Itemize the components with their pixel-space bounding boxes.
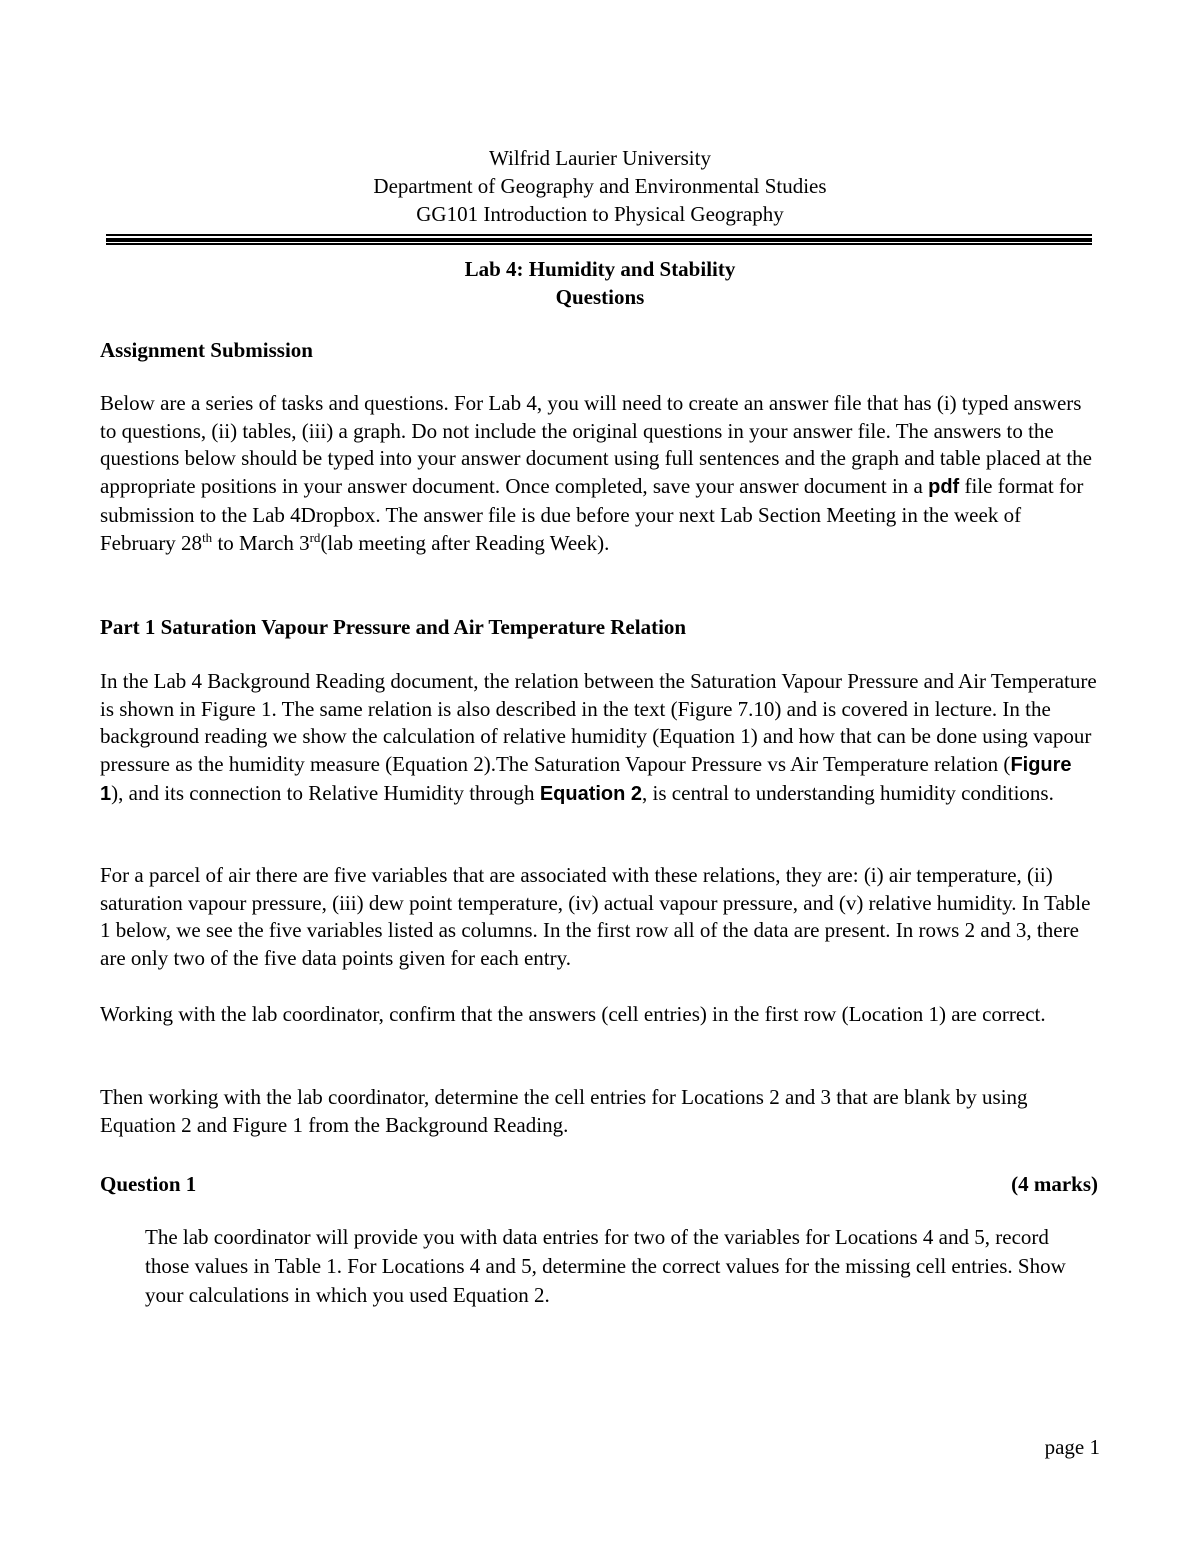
equation-2-emphasis: Equation 2 bbox=[539, 782, 643, 805]
superscript-rd: rd bbox=[309, 529, 321, 545]
department-name: Department of Geography and Environmental Studies bbox=[373, 174, 827, 198]
submission-text-2: file format for submission to the Lab 4Dropbox. The answer file is due before your next Lab Section Meeting in the week of February 28 bbox=[100, 474, 1084, 555]
part1-text-b: ), and its connection to Relative Humidity through bbox=[111, 780, 540, 805]
part1-paragraph-3: Working with the lab coordinator, confirm that the answers (cell entries) in the first row (Location 1) are correct. bbox=[100, 1002, 1046, 1026]
submission-paragraph bbox=[100, 390, 1100, 557]
submission-text-1: Below are a series of tasks and questions. For Lab 4, you will need to create an answer file that has (i) typed answers to questions, (ii) tables, (iii) a graph. Do not include the original questions in your answer file. The answers to the questions below should be typed into your answer document using full sentences and the graph and table placed at the appropriate positions in your answer document. Once completed, save your answer document in a bbox=[100, 391, 1092, 499]
course-name: GG101 Introduction to Physical Geography bbox=[416, 202, 784, 226]
submission-text-3: to March 3 bbox=[212, 530, 310, 555]
part1-paragraph-1 bbox=[100, 668, 1100, 809]
superscript-th: th bbox=[202, 529, 213, 545]
part1-text-c: , is central to understanding humidity conditions. bbox=[642, 780, 1054, 805]
question-1-text: The lab coordinator will provide you with data entries for two of the variables for Locations 4 and 5, record those values in Table 1. For Locations 4 and 5, determine the correct values for the missing cell entries. Show your calculations in which you used Equation 2. bbox=[145, 1225, 1066, 1307]
document-header bbox=[0, 144, 1200, 228]
lab-title: Lab 4: Humidity and Stability bbox=[464, 257, 736, 281]
page-number: page 1 bbox=[1044, 1435, 1100, 1459]
submission-text-4: (lab meeting after Reading Week). bbox=[320, 530, 610, 555]
part1-heading: Part 1 Saturation Vapour Pressure and Air Temperature Relation bbox=[100, 615, 687, 639]
question-1-label: Question 1 bbox=[100, 1172, 197, 1196]
question-1-marks: (4 marks) bbox=[1011, 1172, 1098, 1196]
pdf-emphasis: pdf bbox=[928, 476, 960, 499]
part1-paragraph-2: For a parcel of air there are five variables that are associated with these relations, they are: (i) air temperature, (ii) saturation vapour pressure, (iii) dew point temperature, (iv) actual vapour pressure, and (v) relative humidity. In Table 1 below, we see the five variables listed as columns. In the first row all of the data are present. In rows 2 and 3, there are only two of the five data points given for each entry. bbox=[100, 863, 1091, 971]
part1-paragraph-4: Then working with the lab coordinator, determine the cell entries for Locations 2 and 3 that are blank by using Equation 2 and Figure 1 from the Background Reading. bbox=[100, 1085, 1028, 1137]
part1-text-a: In the Lab 4 Background Reading document, the relation between the Saturation Vapour Pressure and Air Temperature is shown in Figure 1. The same relation is also described in the text (Figure 7.10) and is covered in lecture. In the background reading we show the calculation of relative humidity (Equation 1) and how that can be done using vapour pressure as the humidity measure (Equation 2).The Saturation Vapour Pressure vs Air Temperature relation ( bbox=[100, 669, 1097, 777]
university-name: Wilfrid Laurier University bbox=[489, 146, 711, 170]
figure-1-emphasis: Figure 1 bbox=[100, 754, 1072, 805]
submission-heading: Assignment Submission bbox=[100, 338, 313, 362]
header-divider bbox=[106, 234, 1092, 245]
lab-title-block bbox=[0, 255, 1200, 311]
lab-subtitle: Questions bbox=[555, 285, 645, 309]
